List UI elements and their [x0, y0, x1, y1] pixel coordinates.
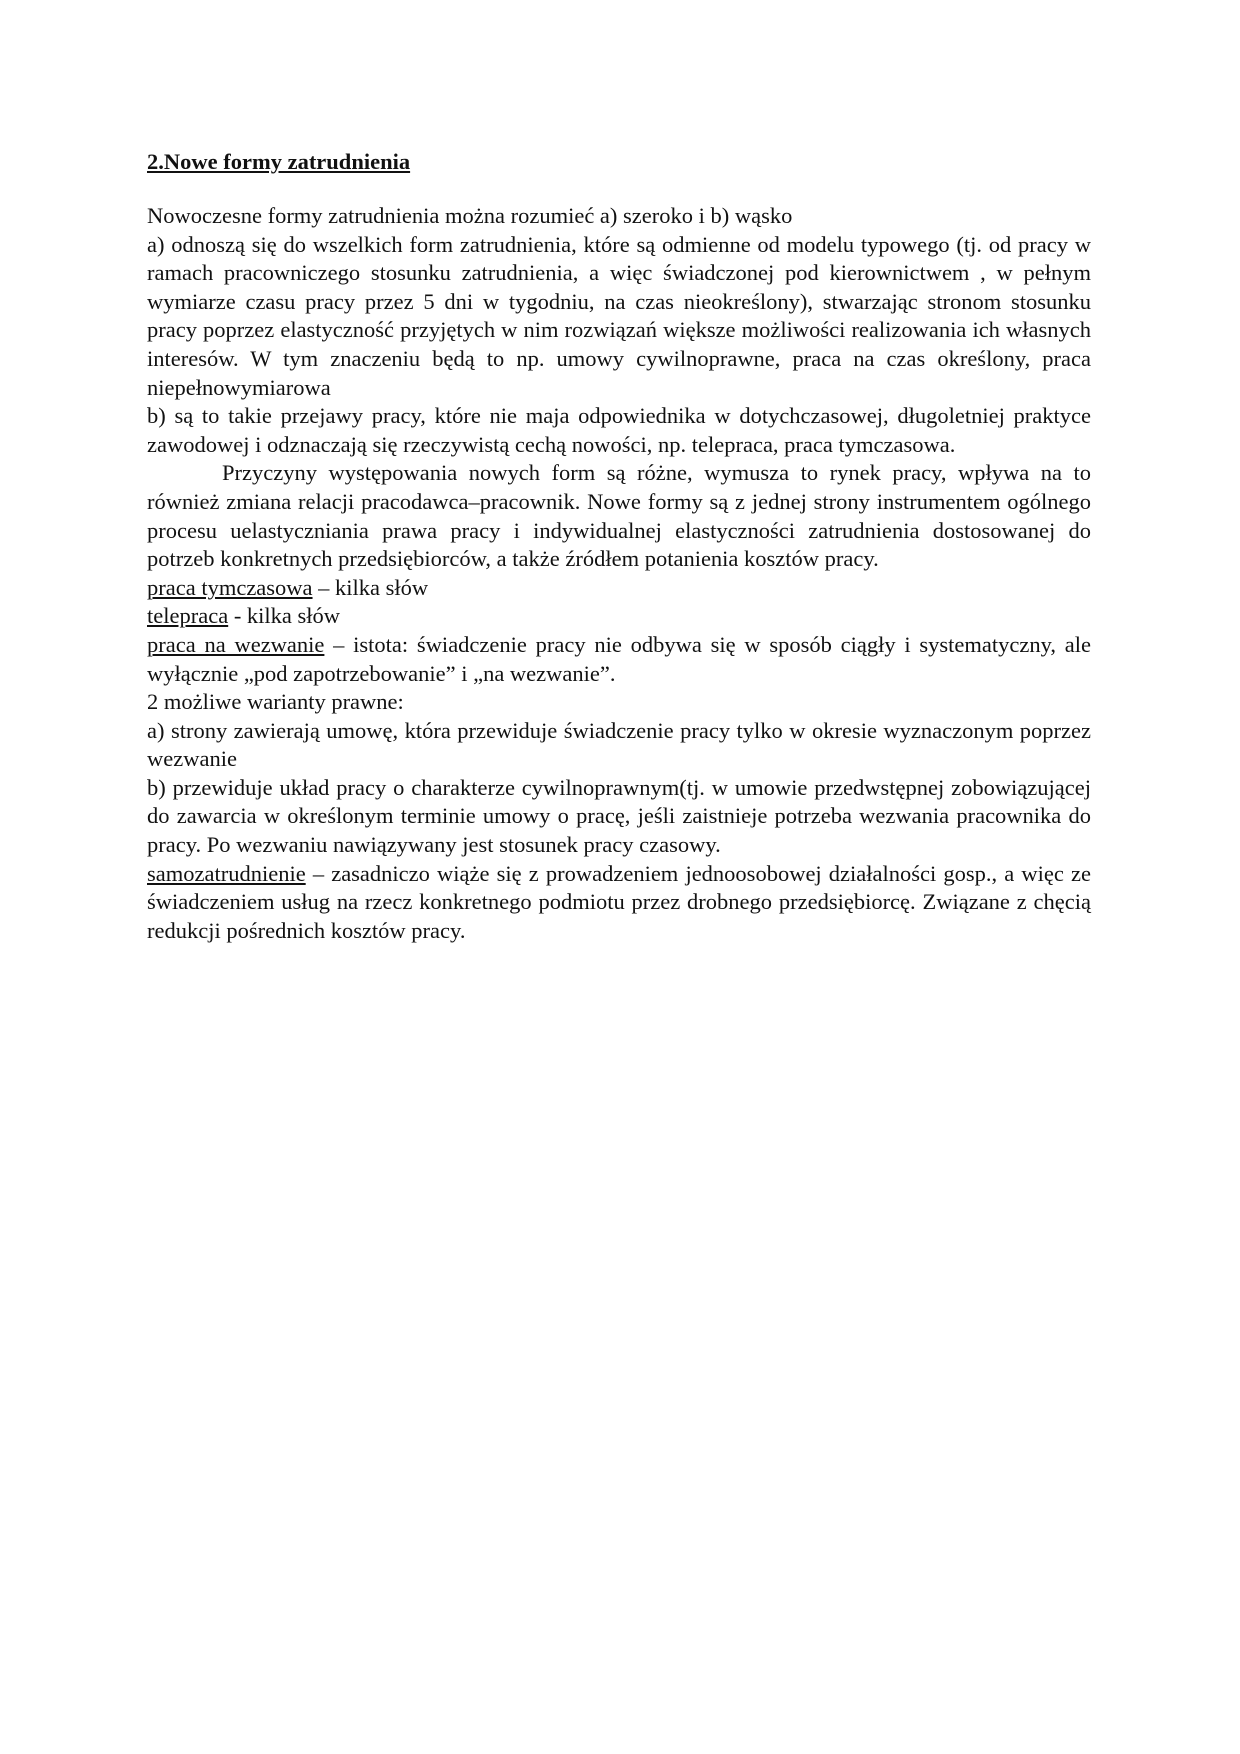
self-employment-text: – zasadniczo wiąże się z prowadzeniem jednoosobowej działalności gosp., a więc ze świadczeniem usług na rzecz konkretnego podmiotu przez drobnego przedsiębiorcę. Związane z chęcią redukcji pośrednich kosztów pracy. — [147, 860, 1091, 943]
self-employment-paragraph — [147, 860, 1091, 946]
temp-work-text: – kilka słów — [312, 574, 429, 600]
document-title: 2.Nowe formy zatrudnienia — [147, 149, 411, 174]
on-call-term: praca na wezwanie — [147, 631, 325, 657]
temp-work-line — [147, 574, 1091, 603]
telework-line — [147, 602, 1091, 631]
on-call-text: – istota: świadczenie pracy nie odbywa się w sposób ciągły i systematyczny, ale wyłącznie „pod zapotrzebowanie” i „na wezwanie”. — [147, 631, 1091, 686]
document-page — [147, 148, 1091, 945]
definition-a-paragraph: a) odnoszą się do wszelkich form zatrudnienia, które są odmienne od modelu typowego (tj. od pracy w ramach pracowniczego stosunku zatrudnienia, a więc świadczonej pod kierownictwem , w pełnym wymiarze czasu pracy przez 5 dni w tygodniu, na czas nieokreślony), stwarzając stronom stosunku pracy poprzez elastyczność przyjętych w nim rozwiązań większe możliwości realizowania ich własnych interesów. W tym znaczeniu będą to np. umowy cywilnoprawne, praca na czas określony, praca niepełnowymiarowa — [147, 231, 1091, 400]
definition-b-paragraph: b) są to takie przejawy pracy, które nie maja odpowiednika w dotychczasowej, długoletniej praktyce zawodowej i odznaczają się rzeczywistą cechą nowości, np. telepraca, praca tymczasowa. — [147, 403, 1091, 457]
intro-paragraph: Nowoczesne formy zatrudnienia można rozumieć a) szeroko i b) wąsko — [147, 203, 793, 228]
telework-text: - kilka słów — [228, 603, 341, 629]
variant-b-paragraph: b) przewiduje układ pracy o charakterze cywilnoprawnym(tj. w umowie przedwstępnej zobowiązującej do zawarcia w określonym terminie umowy o pracę, jeśli zaistnieje potrzeba wezwania pracownika do pracy. Po wezwaniu nawiązywany jest stosunek pracy czasowy. — [147, 774, 1091, 858]
variants-heading: 2 możliwe warianty prawne: — [147, 689, 404, 715]
telework-term: telepraca — [147, 603, 229, 629]
temp-work-term: praca tymczasowa — [147, 574, 313, 600]
variant-a-paragraph: a) strony zawierają umowę, która przewiduje świadczenie pracy tylko w okresie wyznaczonym poprzez wezwanie — [147, 717, 1091, 772]
self-employment-term: samozatrudnienie — [147, 860, 306, 886]
on-call-paragraph — [147, 631, 1091, 688]
causes-paragraph: Przyczyny występowania nowych form są różne, wymusza to rynek pracy, wpływa na to również zmiana relacji pracodawca–pracownik. Nowe formy są z jednej strony instrumentem ogólnego procesu uelastyczniania prawa pracy i indywidualnej elastyczności zatrudnienia dostosowanej do potrzeb konkretnych przedsiębiorców, a także źródłem potanienia kosztów pracy. — [147, 460, 1091, 572]
